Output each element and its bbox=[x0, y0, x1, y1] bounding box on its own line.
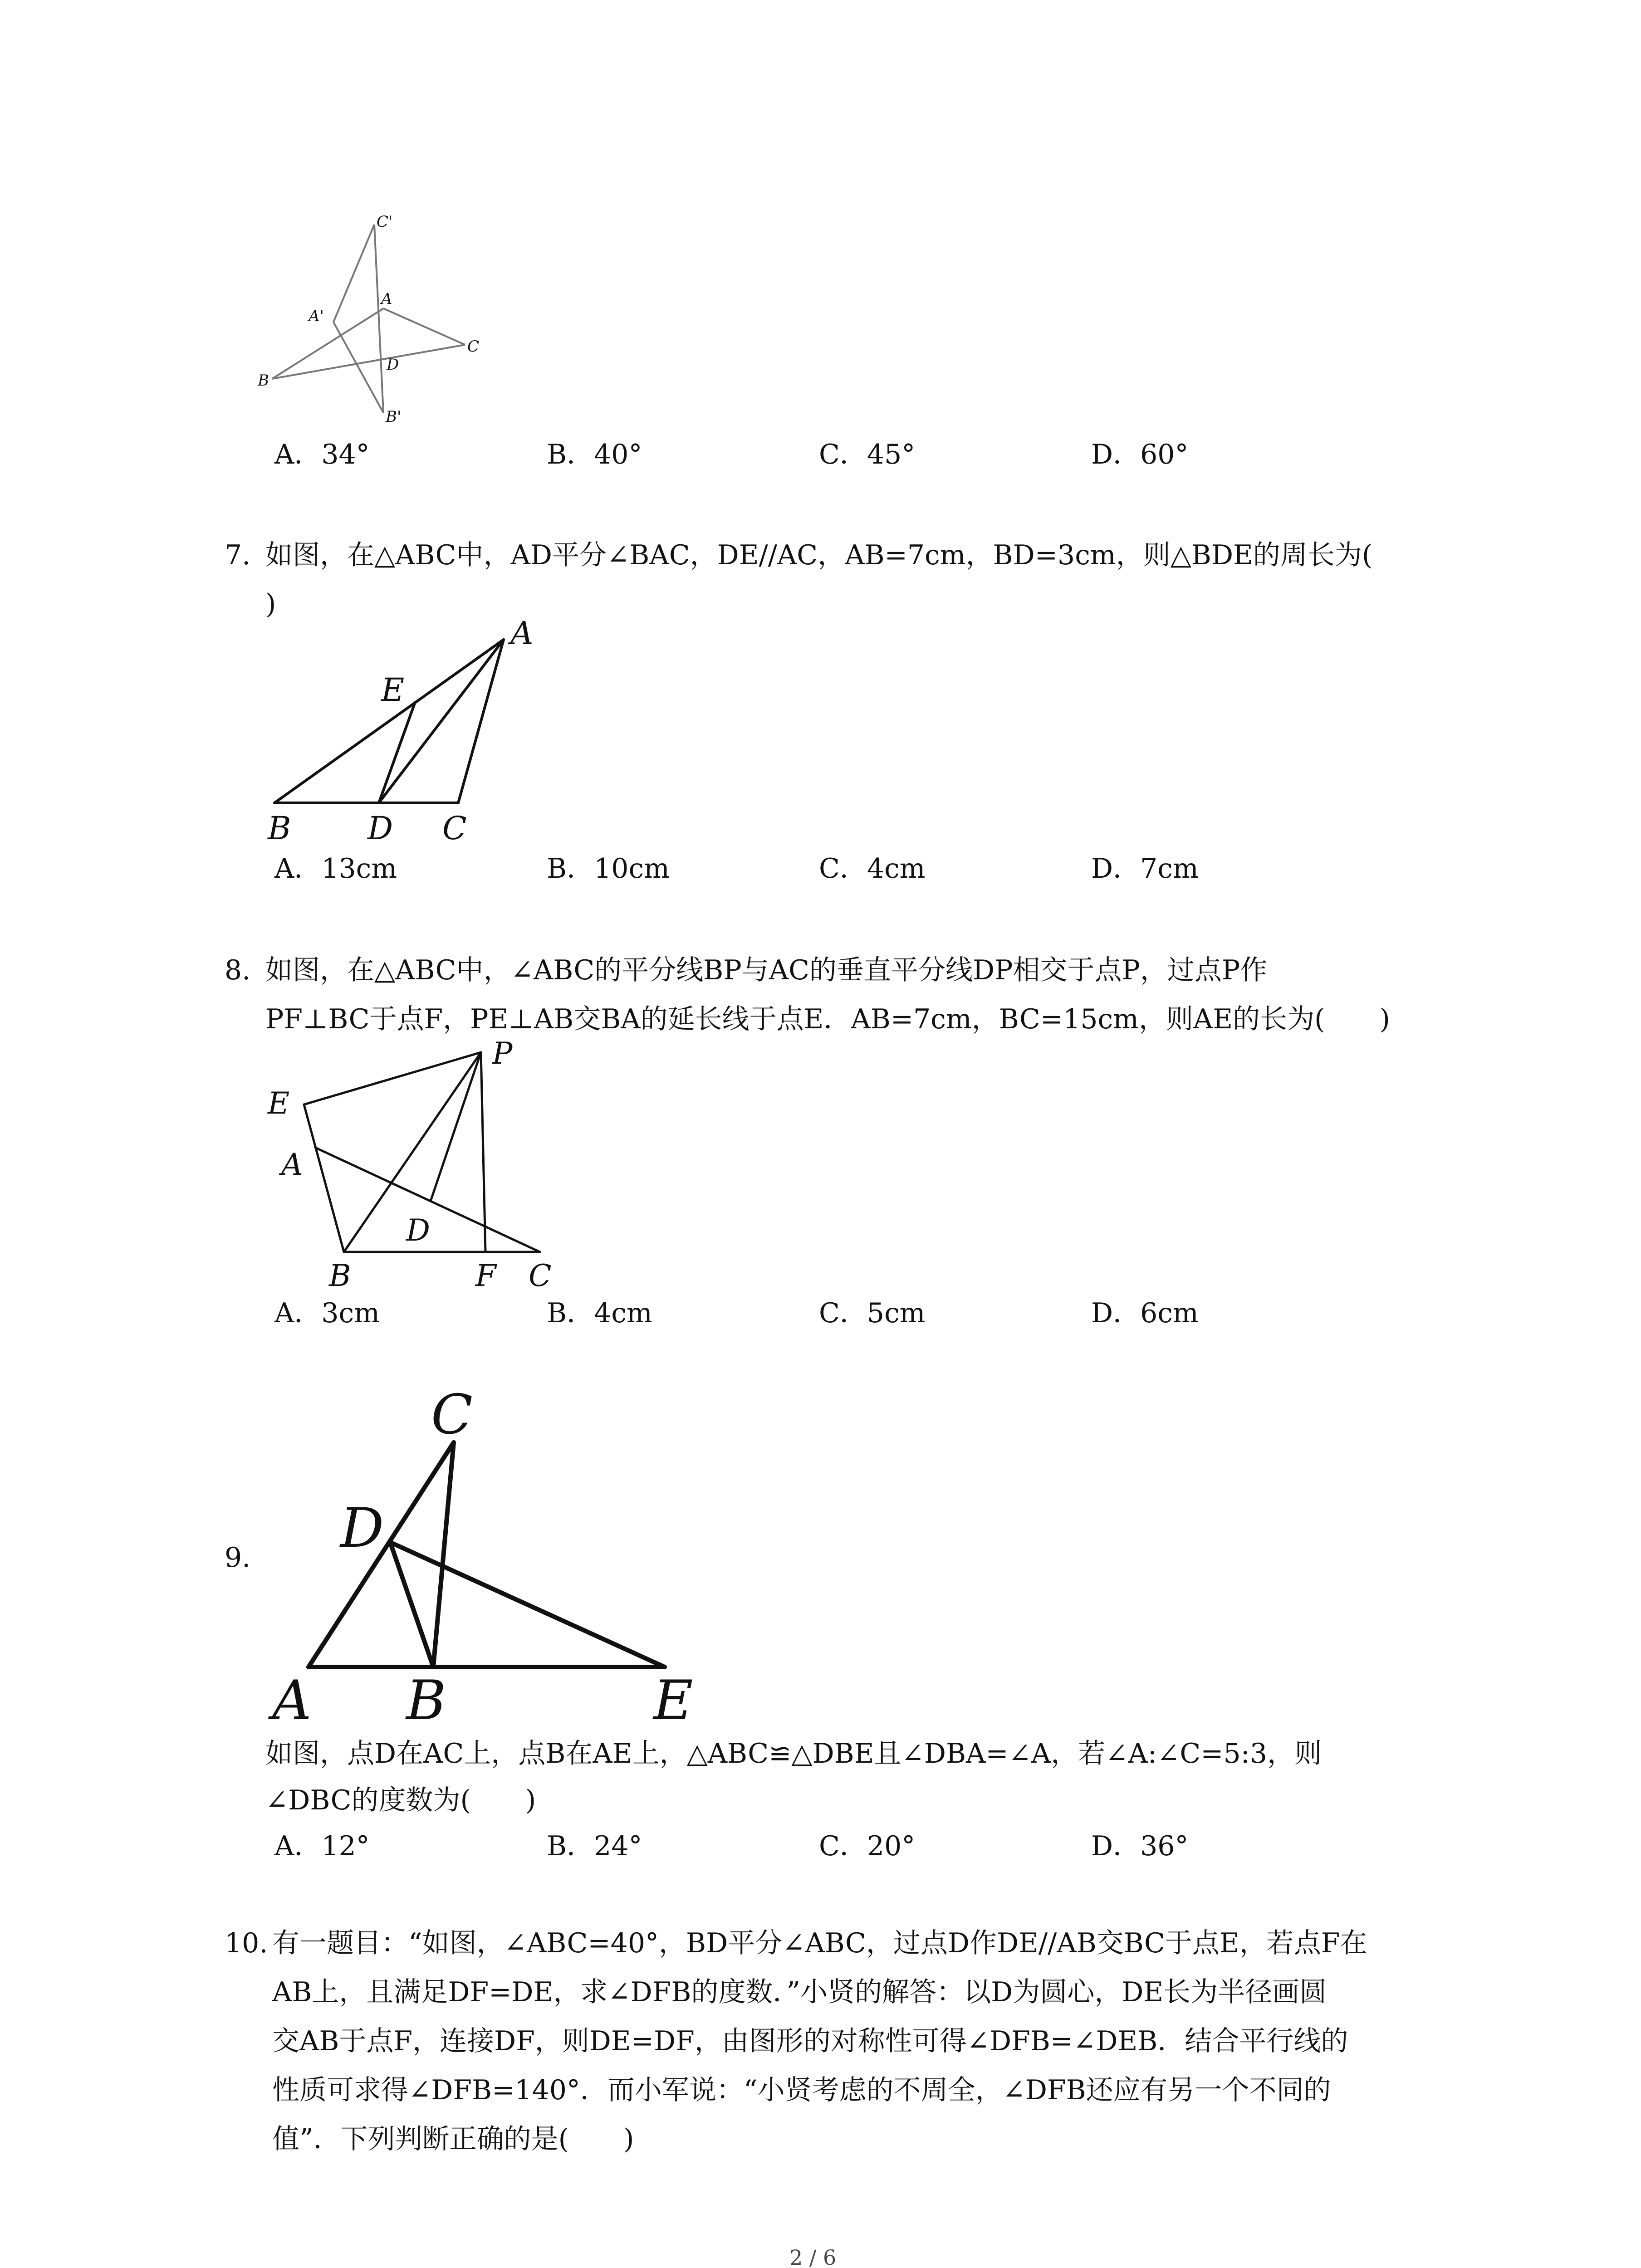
q7-label-d: D bbox=[367, 810, 393, 847]
q8-label-f: F bbox=[475, 1258, 496, 1293]
page-number: 2 / 6 bbox=[789, 2245, 837, 2268]
q8-label-b: B bbox=[329, 1258, 351, 1293]
q9-label-e: E bbox=[653, 1669, 693, 1732]
q8-figure bbox=[268, 1036, 585, 1302]
q6-option-a[interactable]: A．34° bbox=[274, 439, 370, 470]
q6-label-c: C bbox=[467, 337, 480, 356]
q9-label-c: C bbox=[431, 1383, 473, 1447]
q7-number: 7. bbox=[225, 539, 251, 571]
q8-option-b[interactable]: B．4cm bbox=[547, 1297, 652, 1329]
q6-figure bbox=[254, 213, 499, 440]
q9-number: 9. bbox=[225, 1542, 251, 1574]
q9-option-b[interactable]: B．24° bbox=[547, 1830, 642, 1862]
q8-option-a[interactable]: A．3cm bbox=[274, 1297, 380, 1329]
q9-text-line1: 如图，点D在AC上，点B在AE上，△ABC≌△DBE且∠DBA=∠A，若∠A:∠C=5:3，则 bbox=[265, 1738, 1322, 1769]
q8-text-line2: PF⊥BC于点F，PE⊥AB交BA的延长线于点E．AB=7cm，BC=15cm，则AE的长为( ) bbox=[265, 1003, 1390, 1035]
q9-text-line2: ∠DBC的度数为( ) bbox=[265, 1784, 536, 1816]
q8-text-line1: 如图，在△ABC中，∠ABC的平分线BP与AC的垂直平分线DP相交于点P，过点P作 bbox=[265, 954, 1268, 986]
q7-label-a: A bbox=[510, 615, 534, 652]
q7-option-a[interactable]: A．13cm bbox=[274, 853, 397, 885]
q7-option-b[interactable]: B．10cm bbox=[547, 853, 670, 885]
q6-label-b: B bbox=[258, 371, 269, 390]
q7-option-d[interactable]: D．7cm bbox=[1091, 853, 1199, 885]
q6-option-b[interactable]: B．40° bbox=[547, 439, 642, 470]
q10-text-line2: AB上，且满足DF=DE，求∠DFB的度数．”小贤的解答：以D为圆心，DE长为半径画圆 bbox=[272, 1976, 1327, 2008]
q10-number: 10. bbox=[225, 1927, 268, 1959]
q8-label-a: A bbox=[281, 1147, 303, 1182]
q8-label-c: C bbox=[529, 1258, 552, 1293]
q7-figure bbox=[268, 615, 549, 857]
q6-label-c-prime: C' bbox=[377, 213, 393, 231]
q6-label-b-prime: B' bbox=[386, 408, 402, 426]
q7-label-e: E bbox=[381, 671, 405, 709]
q10-text-line3: 交AB于点F，连接DF，则DE=DF，由图形的对称性可得∠DFB=∠DEB．结合平行线的 bbox=[272, 2025, 1348, 2057]
q8-label-e: E bbox=[268, 1086, 290, 1121]
q10-text-line1: 有一题目：“如图，∠ABC=40°，BD平分∠ABC，过点D作DE//AB交BC于点E，若点F在 bbox=[272, 1927, 1367, 1959]
q9-option-a[interactable]: A．12° bbox=[274, 1830, 370, 1862]
q6-option-c[interactable]: C．45° bbox=[819, 439, 916, 470]
q8-number: 8. bbox=[225, 954, 251, 986]
q8-option-d[interactable]: D．6cm bbox=[1091, 1297, 1199, 1329]
q9-option-d[interactable]: D．36° bbox=[1091, 1830, 1189, 1862]
q9-label-a: A bbox=[272, 1669, 312, 1732]
q10-text-line5: 值”．下列判断正确的是( ) bbox=[272, 2123, 634, 2155]
q7-option-c[interactable]: C．4cm bbox=[819, 853, 926, 885]
q7-label-b: B bbox=[268, 810, 291, 847]
q8-label-d: D bbox=[406, 1213, 430, 1248]
q8-label-p: P bbox=[492, 1036, 513, 1071]
q6-label-a: A bbox=[381, 290, 392, 308]
q6-label-a-prime: A' bbox=[309, 307, 324, 325]
q6-label-d: D bbox=[387, 356, 399, 374]
q9-figure bbox=[268, 1383, 703, 1732]
q7-text-line1: 如图，在△ABC中，AD平分∠BAC，DE//AC，AB=7cm，BD=3cm，则△BDE的周长为( bbox=[265, 539, 1373, 571]
q10-text-line4: 性质可求得∠DFB=140°．而小军说：“小贤考虑的不周全，∠DFB还应有另一个不同的 bbox=[272, 2074, 1331, 2106]
q8-option-c[interactable]: C．5cm bbox=[819, 1297, 926, 1329]
q9-option-c[interactable]: C．20° bbox=[819, 1830, 916, 1862]
q9-label-b: B bbox=[406, 1669, 446, 1732]
q6-option-d[interactable]: D．60° bbox=[1091, 439, 1189, 470]
q7-label-c: C bbox=[442, 810, 467, 847]
q9-label-d: D bbox=[340, 1497, 384, 1560]
q7-text-line2: ) bbox=[265, 588, 276, 620]
